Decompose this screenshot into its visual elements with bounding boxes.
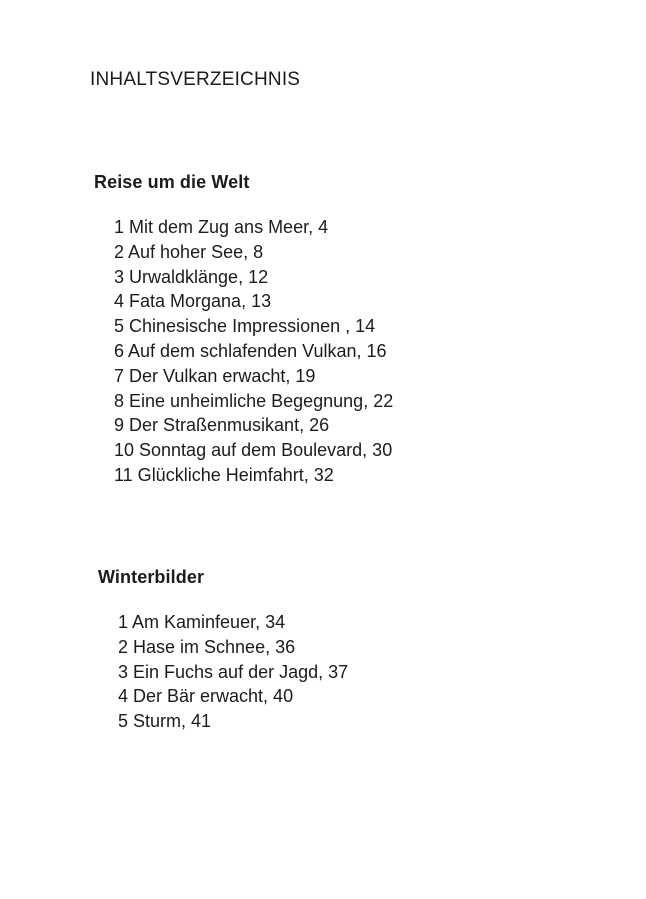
toc-entry: 1 Mit dem Zug ans Meer, 4 bbox=[114, 217, 329, 237]
toc-entry: 4 Fata Morgana, 13 bbox=[114, 291, 272, 312]
toc-entry: 4 Der Bär erwacht, 40 bbox=[118, 686, 294, 707]
toc-entry: 2 Auf hoher See, 8 bbox=[114, 241, 264, 262]
toc-entry: 3 Ein Fuchs auf der Jagd, 37 bbox=[118, 661, 349, 682]
toc-entry: 1 Am Kaminfeuer, 34 bbox=[118, 612, 286, 632]
toc-list-reise-um-die-welt bbox=[114, 215, 393, 488]
toc-entry: 6 Auf dem schlafenden Vulkan, 16 bbox=[114, 340, 387, 361]
toc-entry: 3 Urwaldklänge, 12 bbox=[114, 266, 269, 287]
section-heading-reise-um-die-welt: Reise um die Welt bbox=[94, 172, 250, 192]
page-title: INHALTSVERZEICHNIS bbox=[90, 69, 301, 90]
toc-entry: 7 Der Vulkan erwacht, 19 bbox=[114, 365, 316, 386]
toc-entry: 10 Sonntag auf dem Boulevard, 30 bbox=[114, 440, 393, 461]
toc-list-winterbilder bbox=[118, 610, 348, 734]
toc-entry: 8 Eine unheimliche Begegnung, 22 bbox=[114, 390, 394, 411]
toc-entry: 5 Sturm, 41 bbox=[118, 711, 212, 732]
section-heading-winterbilder: Winterbilder bbox=[98, 567, 205, 587]
toc-entry: 5 Chinesische Impressionen , 14 bbox=[114, 316, 376, 337]
toc-entry: 11 Glückliche Heimfahrt, 32 bbox=[114, 464, 334, 485]
toc-entry: 2 Hase im Schnee, 36 bbox=[118, 636, 296, 657]
toc-entry: 9 Der Straßenmusikant, 26 bbox=[114, 415, 330, 436]
